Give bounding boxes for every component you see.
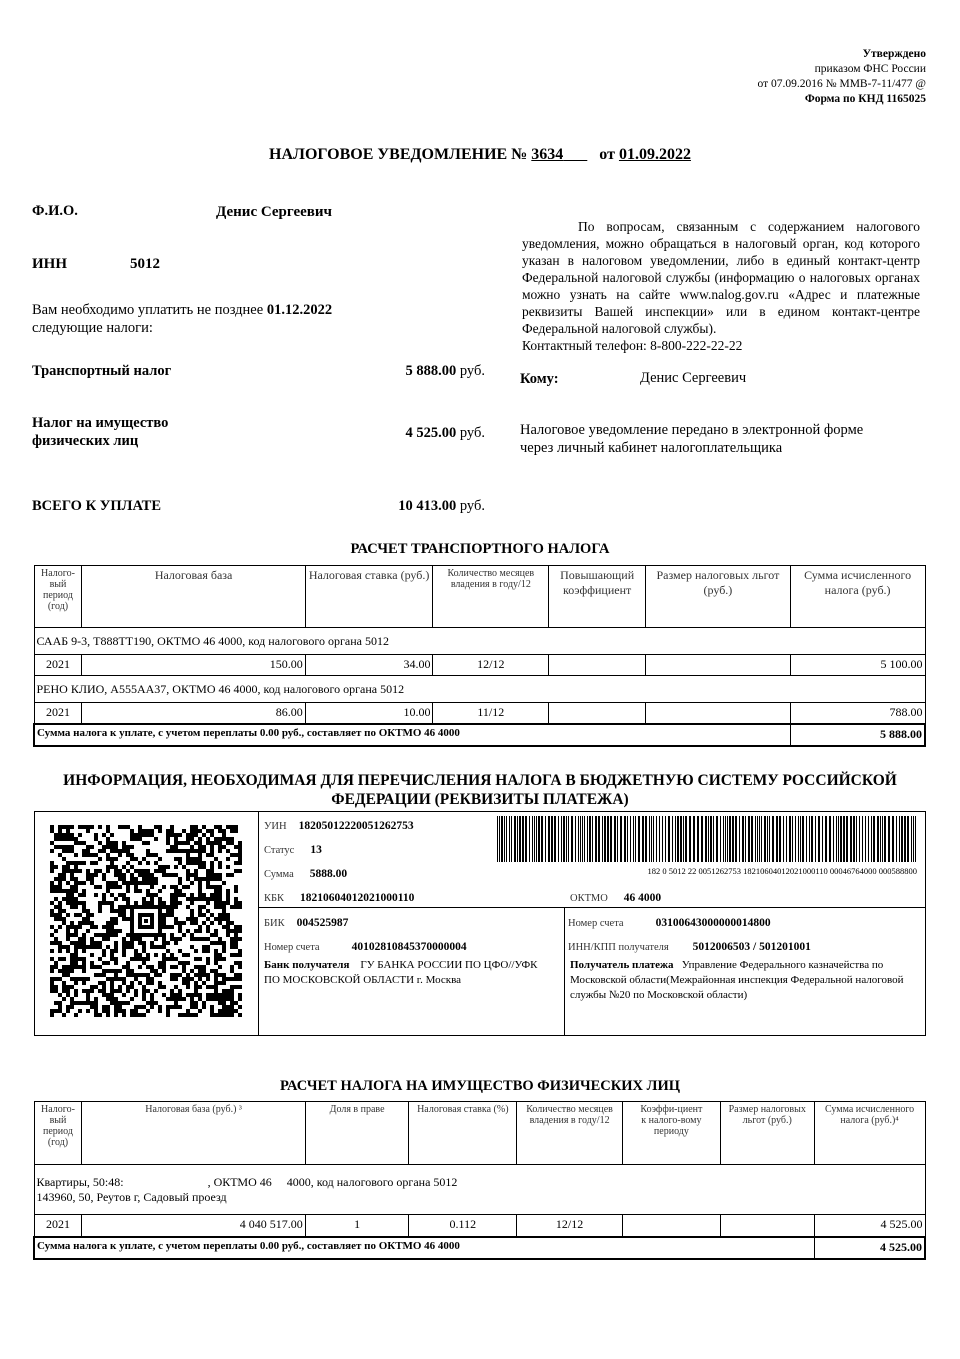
sum-label: Сумма [264,869,294,880]
total-label: ВСЕГО К УПЛАТЕ [32,498,161,514]
contact-text: По вопросам, связанным с содержанием налогового уведомления, можно обращаться в налоговый орган, код которого указан в налоговом уведомлении, либо в единый контакт-центр Федеральной налоговой службы (информацию о налоговых органах можно узнать на сайте www.nalog.gov.ru «Адрес и платежные реквизиты Вашей инспекции» или в едином контакт-центре Федеральной налоговой службы). [522,219,920,336]
transport-total-label: Сумма налога к уплате, с учетом переплаты 0.00 руб., составляет по ОКТМО 46 4000 [34,724,790,746]
th-benefit: Размер налоговых льгот (руб.) [646,566,791,628]
to-name: Денис Сергеевич [640,370,747,386]
uin-row [264,816,414,834]
table-row [34,703,925,724]
deadline-text [32,302,332,319]
payment-title [0,771,960,809]
notice-number: 3634 [531,146,564,163]
innkpp-value: 5012006503 / 501201001 [692,941,811,953]
cell-sum: 5 100.00 [790,655,925,676]
status-value: 13 [310,844,322,856]
bik-value: 004525987 [296,917,349,929]
delivery-line2: через личный кабинет налогоплательщика [520,440,783,456]
total-amount: 10 413.00 руб. [398,498,485,514]
transport-tax-label: Транспортный налог [32,363,172,379]
cell-benefit [646,703,791,724]
transport-tax-amount: 5 888.00 руб. [405,363,485,379]
th-base: Налоговая база (руб.) ³ [82,1102,305,1165]
th-period: Налого-вый период (год) [34,566,82,628]
racc-label: Номер счета [568,918,624,929]
acc-row [264,937,467,955]
kbk-label: КБК [264,893,285,904]
kbk-value: 18210604012021000110 [300,892,415,904]
property-object-line1: Квартиры, 50:48: , ОКТМО 46 4000, код налогового органа 5012 [36,1174,458,1189]
cell-coef [622,1215,720,1237]
barcode [497,816,921,862]
cell-year: 2021 [34,1215,82,1237]
inn-value: 5012 [130,256,160,272]
uin-label: УИН [264,821,287,832]
bank-label: Банк получателя [264,959,350,971]
deadline-label: Вам необходимо уплатить не позднее [32,302,264,318]
transport-table [33,565,926,747]
th-coef: Коэффи-циент к налого-вому периоду [622,1102,720,1165]
oktmo-row [570,888,661,906]
th-sum: Сумма исчисленного налога (руб.) [790,566,925,628]
approval-line4: Форма по КНД 1165025 [804,93,926,105]
contact-phone: Контактный телефон: 8-800-222-22-22 [522,338,743,353]
approval-line3: от 07.09.2016 № ММВ-7-11/477 @ [757,78,926,90]
cell-base: 86.00 [82,703,305,724]
cell-base: 150.00 [82,655,305,676]
table-row [34,655,925,676]
bank-value: ГУ БАНКА РОССИИ ПО ЦФО//УФК ПО МОСКОВСКОЙ ОБЛАСТИ г. Москва [264,959,538,986]
kbk-row [264,888,414,906]
cell-coef [549,703,646,724]
property-tax-label2: физических лиц [32,433,139,449]
oktmo-value: 46 4000 [623,892,662,904]
cell-share: 1 [305,1215,409,1237]
deadline-text2: следующие налоги: [32,320,153,336]
approval-line2: приказом ФНС России [814,63,926,75]
cell-months: 12/12 [517,1215,623,1237]
recipient-value: Управление Федерального казначейства по Московской области(Межрайонная инспекция Федеральной налоговой службы №20 по Московской области) [570,959,904,1001]
barcode-text: 182 0 5012 22 0051262753 18210604012021000110 00046764000 000588800 [647,866,917,876]
contact-info [522,218,920,354]
uin-value: 18205012220051262753 [298,820,414,832]
inn-label: ИНН [32,256,68,272]
vehicle-desc: СААБ 9-3, Т888ТТ190, ОКТМО 46 4000, код налогового органа 5012 [34,628,925,655]
cell-benefit [646,655,791,676]
th-months: Количество месяцев владения в году/12 [433,566,549,628]
oktmo-label: ОКТМО [570,893,608,904]
cell-sum: 788.00 [790,703,925,724]
notice-date: 01.09.2022 [618,146,691,163]
cell-benefit [720,1215,814,1237]
cell-base: 4 040 517.00 [82,1215,305,1237]
property-total-label: Сумма налога к уплате, с учетом переплаты 0.00 руб., составляет по ОКТМО 46 4000 [34,1237,814,1259]
th-rate: Налоговая ставка (%) [409,1102,517,1165]
delivery-line1: Налоговое уведомление передано в электронной форме [520,422,864,438]
status-label: Статус [264,845,295,856]
property-total: 4 525.00 [814,1237,925,1259]
property-object [34,1165,925,1215]
sum-row [264,864,347,882]
th-base: Налоговая база [82,566,305,628]
to-label: Кому: [520,371,559,387]
notice-title [0,146,960,164]
cell-year: 2021 [34,655,82,676]
cell-year: 2021 [34,703,82,724]
date-prefix: от [599,146,615,163]
table-row [34,1215,925,1237]
cell-coef [549,655,646,676]
status-row [264,840,322,858]
th-benefit: Размер налоговых льгот (руб.) [720,1102,814,1165]
cell-rate: 10.00 [305,703,433,724]
approval-block [758,47,927,107]
vehicle-desc: РЕНО КЛИО, А555АА37, ОКТМО 46 4000, код налогового органа 5012 [34,676,925,703]
payment-title-line1: ИНФОРМАЦИЯ, НЕОБХОДИМАЯ ДЛЯ ПЕРЕЧИСЛЕНИЯ НАЛОГА В БЮДЖЕТНУЮ СИСТЕМУ РОССИЙСКОЙ [63,772,897,789]
th-rate: Налоговая ставка (руб.) [305,566,433,628]
recipient-row [570,958,922,1003]
innkpp-row [568,937,811,955]
property-table [33,1101,926,1260]
property-object-line2: 143960, 50, Реутов г, Садовый проезд [36,1189,227,1204]
deadline-date: 01.12.2022 [266,302,333,318]
title-prefix: НАЛОГОВОЕ УВЕДОМЛЕНИЕ № [269,146,528,163]
approval-line1: Утверждено [862,48,926,60]
bik-label: БИК [264,918,285,929]
innkpp-label: ИНН/КПП получателя [568,942,669,953]
cell-sum: 4 525.00 [814,1215,925,1237]
cell-months: 11/12 [433,703,549,724]
fio-label: Ф.И.О. [32,203,78,219]
transport-total: 5 888.00 [790,724,925,746]
th-months: Количество месяцев владения в году/12 [517,1102,623,1165]
transport-table-title: РАСЧЕТ ТРАНСПОРТНОГО НАЛОГА [350,541,610,557]
recipient-label: Получатель платежа [570,959,674,971]
sum-value: 5888.00 [309,868,348,880]
property-table-title: РАСЧЕТ НАЛОГА НА ИМУЩЕСТВО ФИЗИЧЕСКИХ ЛИЦ [279,1078,681,1094]
fio-value: Денис Сергеевич [216,204,333,220]
qr-code [50,825,242,1017]
th-share: Доля в праве [305,1102,409,1165]
acc-value: 40102810845370000004 [351,941,467,953]
payment-title-line2: ФЕДЕРАЦИИ (РЕКВИЗИТЫ ПЛАТЕЖА) [331,791,629,808]
cell-months: 12/12 [433,655,549,676]
bank-row [264,958,556,988]
cell-rate: 34.00 [305,655,433,676]
th-period: Налого-вый период (год) [34,1102,82,1165]
property-tax-label1: Налог на имущество [32,415,169,431]
acc-label: Номер счета [264,942,320,953]
th-sum: Сумма исчисленного налога (руб.)⁴ [814,1102,925,1165]
cell-rate: 0.112 [409,1215,517,1237]
th-coef: Повышающий коэффициент [549,566,646,628]
property-tax-amount: 4 525.00 руб. [405,425,485,441]
racc-value: 03100643000000014800 [655,917,771,929]
bik-row [264,913,348,931]
racc-row [568,913,771,931]
